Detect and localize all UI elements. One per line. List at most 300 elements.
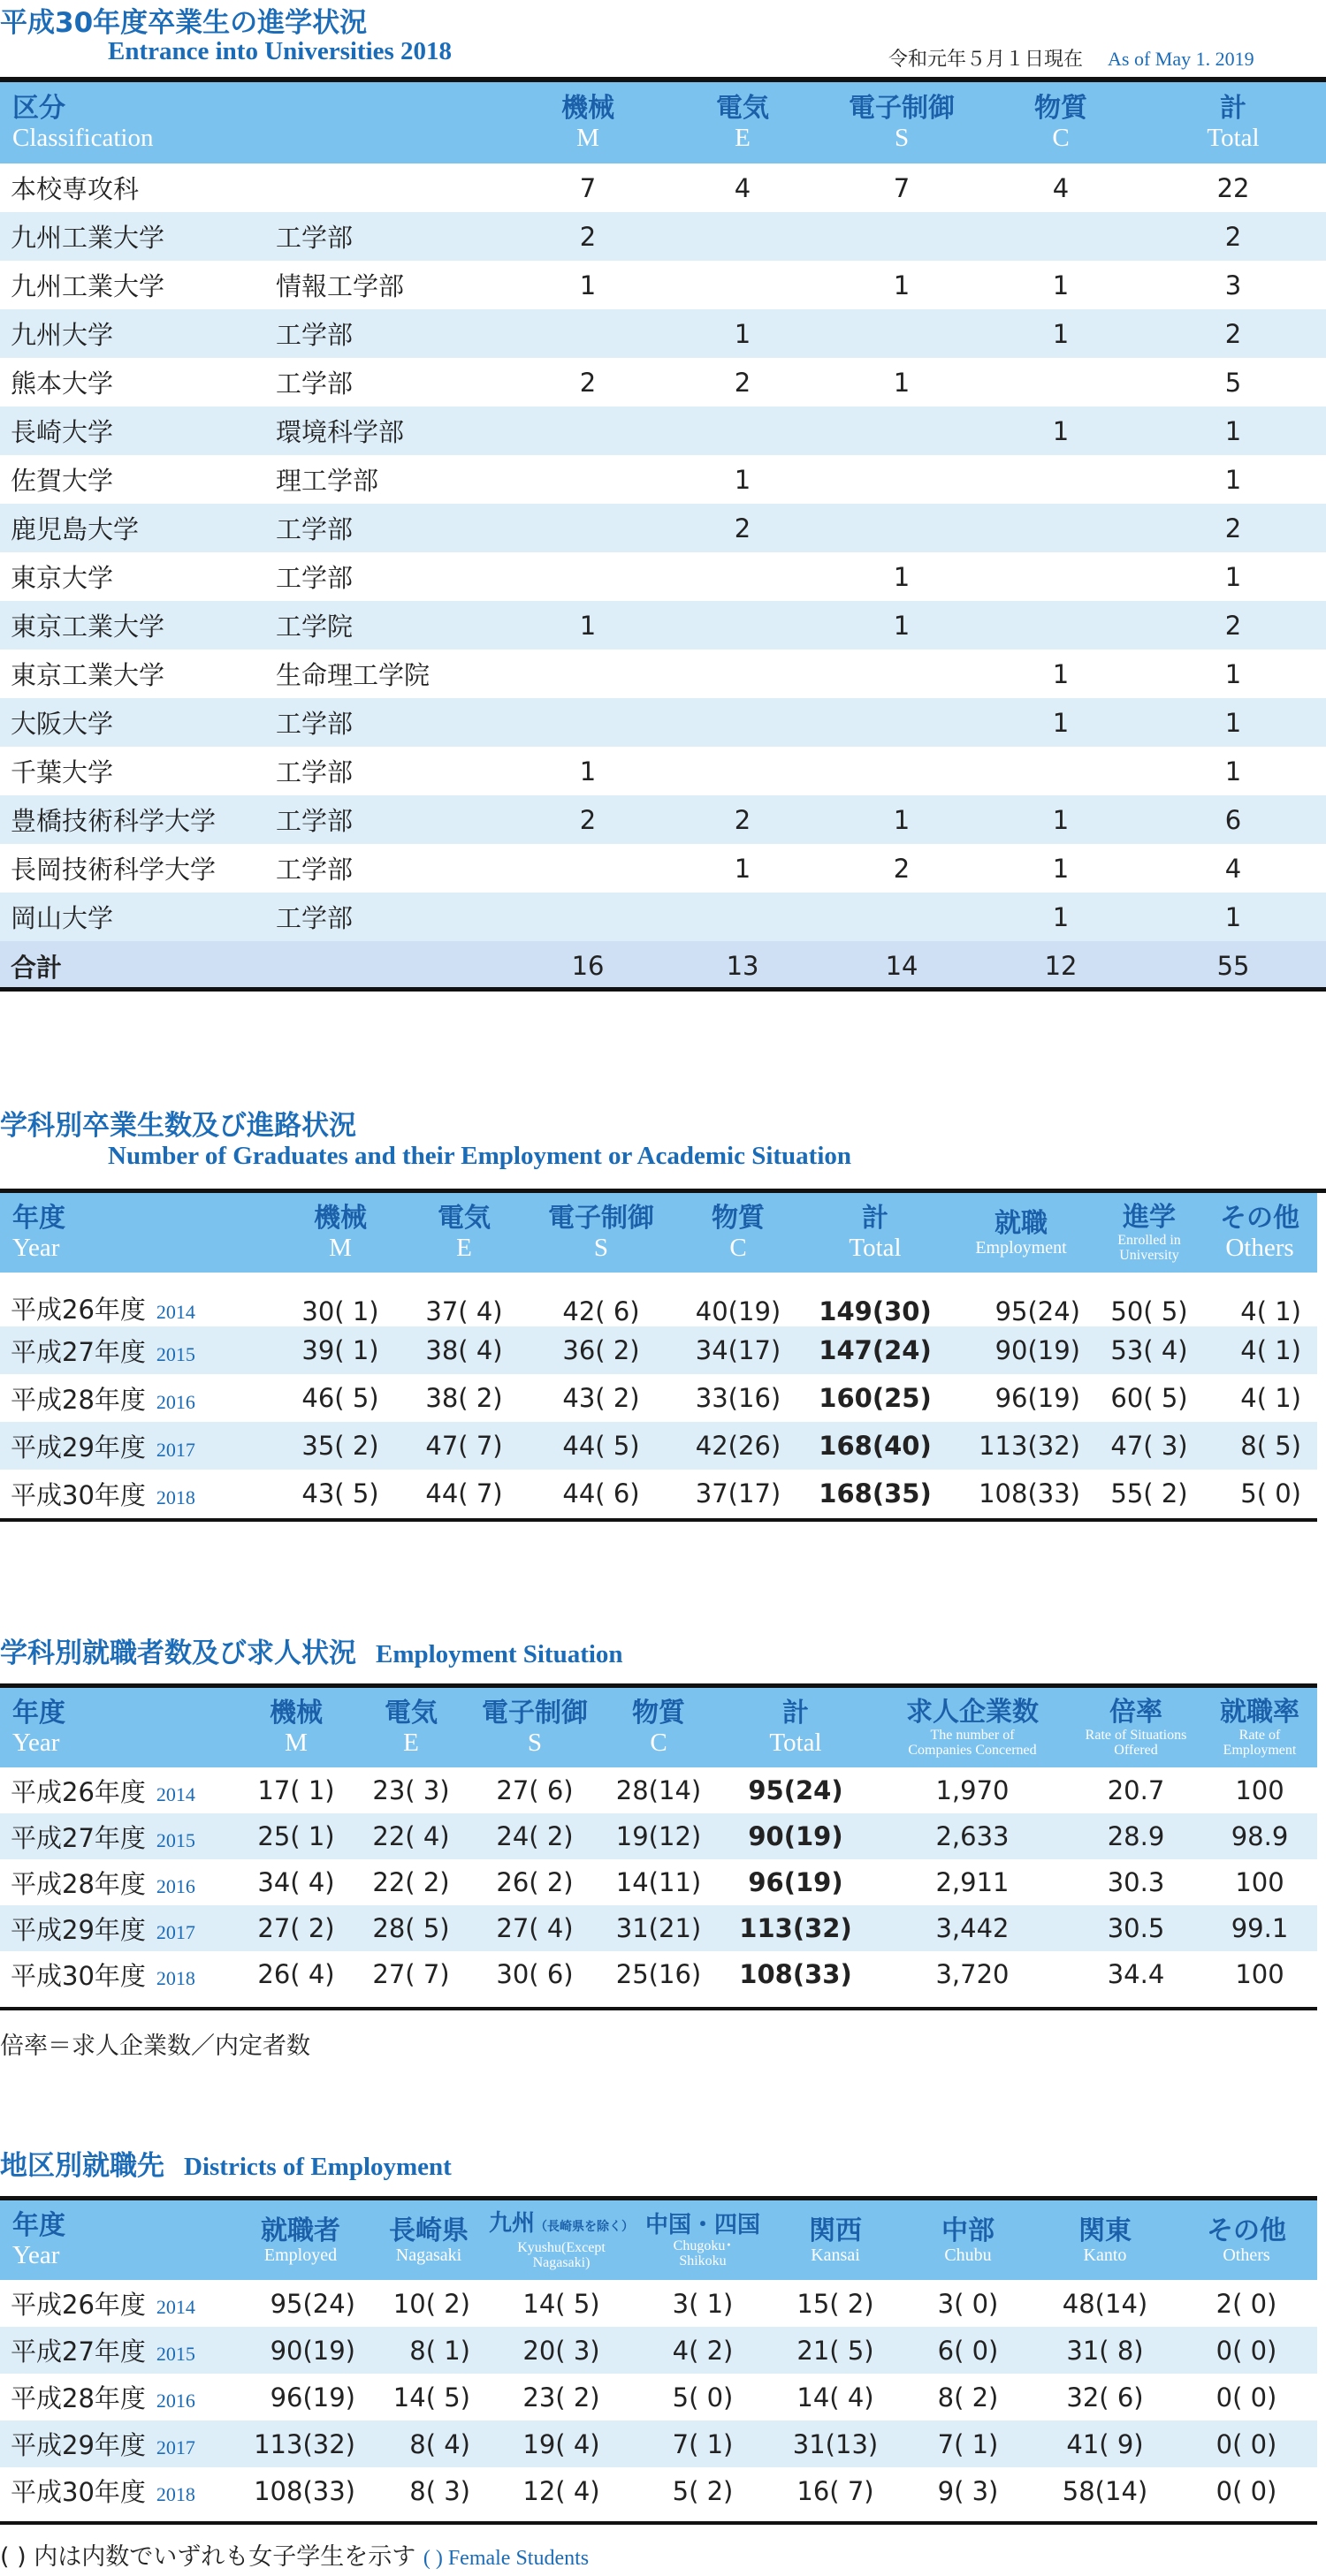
value-companies: 3,442 <box>935 1913 1010 1943</box>
value-e <box>663 407 822 455</box>
value-s <box>822 650 981 698</box>
value-employed: 95(24) <box>270 2288 355 2319</box>
year-cell <box>0 1470 283 1517</box>
value-e <box>663 893 822 941</box>
table-bottom-rule <box>0 2521 1317 2525</box>
table-header-row <box>0 1193 1317 1273</box>
value-c: 28(14) <box>615 1775 702 1805</box>
value-kansai: 16( 7) <box>796 2475 874 2506</box>
value-enrolled: 53( 4) <box>1110 1335 1188 1365</box>
university-name: 九州工業大学 <box>11 223 165 253</box>
year-cell <box>0 1273 283 1326</box>
value-s <box>822 407 981 455</box>
university-name: 長崎大学 <box>11 417 114 447</box>
value-e: 37( 4) <box>425 1296 503 1326</box>
value-employment: 95(24) <box>994 1296 1080 1326</box>
value-enrolled: 47( 3) <box>1110 1431 1188 1461</box>
value-total: 96(19) <box>748 1867 843 1897</box>
value-e: 27( 7) <box>372 1959 450 1989</box>
value-c <box>981 455 1140 504</box>
year-en: 2017 <box>156 1920 195 1943</box>
year-cell <box>0 1422 283 1470</box>
table-row <box>0 2420 1317 2467</box>
value-c: 1 <box>1052 901 1070 932</box>
value-m: 46( 5) <box>301 1383 379 1413</box>
total-label: 合計 <box>11 952 63 983</box>
value-t: 1 <box>1224 464 1242 495</box>
value-e <box>663 601 822 650</box>
year-en: 2014 <box>156 1782 195 1805</box>
university-name: 東京工業大学 <box>11 612 165 642</box>
value-s: 27( 4) <box>496 1913 574 1943</box>
header-rate-employment: 就職率 Rate of Employment <box>1220 1697 1299 1758</box>
value-e <box>663 552 822 601</box>
footnote-en: ( ) Female Students <box>423 2547 590 2570</box>
value-e: 38( 4) <box>425 1335 503 1365</box>
value-e <box>663 747 822 795</box>
value-rate-offered: 34.4 <box>1107 1959 1165 1989</box>
header-chugoku-shikoku: 中国・四国 Chugoku･ Shikoku <box>644 2212 760 2268</box>
value-kansai: 14( 4) <box>796 2382 874 2413</box>
value-e: 2 <box>734 367 751 398</box>
value-m <box>513 455 663 504</box>
year-en: 2018 <box>156 1966 195 1989</box>
value-employment: 90(19) <box>994 1335 1080 1365</box>
rate-note: 倍率＝求人企業数／内定者数 <box>0 2033 310 2060</box>
value-e <box>663 212 822 261</box>
header-e: 電気 E <box>385 1698 438 1757</box>
year-cell <box>0 1326 283 1374</box>
year-cell <box>0 2420 230 2467</box>
table-row <box>0 1326 1317 1374</box>
year-en: 2015 <box>156 1828 195 1851</box>
table-row <box>0 261 1326 309</box>
table-bottom-rule <box>0 987 1326 992</box>
value-s: 42( 6) <box>562 1296 640 1326</box>
value-kyushu: 20( 3) <box>522 2335 600 2366</box>
districts-table <box>0 2200 1317 2514</box>
value-total: 149(30) <box>819 1296 932 1326</box>
value-s: 30( 6) <box>496 1959 574 1989</box>
value-e: 2 <box>734 804 751 835</box>
footnote-jp: ( ) 内は内数でいずれも女子学生を示す <box>0 2543 416 2571</box>
value-t: 1 <box>1224 658 1242 689</box>
value-total: 160(25) <box>819 1383 932 1413</box>
value-others: 0( 0) <box>1216 2335 1277 2366</box>
table-row <box>0 1859 1317 1905</box>
value-rate-employment: 99.1 <box>1231 1913 1289 1943</box>
value-rate-offered: 30.5 <box>1107 1913 1165 1943</box>
value-m <box>513 893 663 941</box>
value-rate-employment: 100 <box>1235 1959 1284 1989</box>
value-others: 2( 0) <box>1216 2288 1277 2319</box>
value-e: 1 <box>734 853 751 884</box>
value-chugoku-shikoku: 4( 2) <box>672 2335 734 2366</box>
year-jp: 平成30年度 <box>11 1479 146 1510</box>
value-c: 37(17) <box>695 1478 781 1508</box>
header-classification: 区分 Classification <box>12 93 154 152</box>
header-m: 機械 M <box>314 1203 367 1262</box>
value-e: 23( 3) <box>372 1775 450 1805</box>
value-rate-employment: 100 <box>1235 1867 1284 1897</box>
year-jp: 平成30年度 <box>11 2477 146 2507</box>
university-name: 千葉大学 <box>11 757 114 787</box>
value-total: 147(24) <box>819 1335 932 1365</box>
faculty-name: 工学部 <box>276 855 354 885</box>
value-kanto: 41( 9) <box>1066 2428 1144 2459</box>
value-s <box>822 893 981 941</box>
value-employed: 108(33) <box>254 2475 355 2506</box>
value-others: 0( 0) <box>1216 2382 1277 2413</box>
header-col: 物質 C <box>1034 93 1088 152</box>
value-t: 1 <box>1224 561 1242 592</box>
value-c <box>981 552 1140 601</box>
value-c: 1 <box>1052 804 1070 835</box>
value-rate-offered: 30.3 <box>1107 1867 1165 1897</box>
year-cell <box>0 1374 283 1422</box>
year-en: 2016 <box>156 1390 195 1413</box>
value-nagasaki: 8( 3) <box>409 2475 470 2506</box>
value-s <box>822 747 981 795</box>
value-companies: 1,970 <box>935 1775 1010 1805</box>
value-total: 90(19) <box>748 1821 843 1851</box>
header-year: 年度 Year <box>12 1698 65 1757</box>
value-c: 4 <box>1052 172 1070 203</box>
value-m: 1 <box>579 610 597 641</box>
faculty-name: 工学部 <box>276 709 354 739</box>
value-kyushu: 19( 4) <box>522 2428 600 2459</box>
value-m: 2 <box>579 221 597 252</box>
value-companies: 3,720 <box>935 1959 1010 1989</box>
value-chugoku-shikoku: 5( 2) <box>672 2475 734 2506</box>
table-row <box>0 1374 1317 1422</box>
table-header-row <box>0 82 1326 163</box>
table-row <box>0 455 1326 504</box>
university-name: 東京大学 <box>11 563 114 593</box>
table-row <box>0 2374 1317 2420</box>
value-m <box>513 844 663 893</box>
header-col: 電気 E <box>716 93 770 152</box>
value-companies: 2,911 <box>935 1867 1010 1897</box>
table-row <box>0 893 1326 941</box>
value-rate-employment: 100 <box>1235 1775 1284 1805</box>
faculty-name: 工学部 <box>276 514 354 544</box>
footnote <box>0 2537 589 2572</box>
table-row <box>0 1422 1317 1470</box>
table-row <box>0 795 1326 844</box>
value-s <box>822 455 981 504</box>
value-m: 25( 1) <box>257 1821 335 1851</box>
year-cell <box>0 1813 239 1859</box>
table-row <box>0 601 1326 650</box>
table-row <box>0 1813 1317 1859</box>
header-chubu: 中部 Chubu <box>941 2215 994 2265</box>
value-m: 2 <box>579 804 597 835</box>
value-total: 95(24) <box>748 1775 843 1805</box>
value-c: 1 <box>1052 415 1070 446</box>
header-kansai: 関西 Kansai <box>809 2215 862 2265</box>
value-t: 2 <box>1224 221 1242 252</box>
value-total: 168(35) <box>819 1478 932 1508</box>
title-employment-situation <box>0 1630 623 1670</box>
header-year: 年度 Year <box>12 2210 65 2269</box>
value-t: 1 <box>1224 707 1242 738</box>
value-companies: 2,633 <box>935 1821 1010 1851</box>
value-e: 38( 2) <box>425 1383 503 1413</box>
header-col: 機械 M <box>561 93 615 152</box>
title-employment-jp: 学科別就職者数及び求人状況 <box>0 1638 356 1669</box>
value-c: 1 <box>1052 853 1070 884</box>
year-en: 2015 <box>156 1342 195 1365</box>
faculty-name: 工学部 <box>276 223 354 253</box>
table-row <box>0 1767 1317 1813</box>
faculty-name: 工学院 <box>276 612 354 642</box>
table-row <box>0 698 1326 747</box>
value-t: 1 <box>1224 415 1242 446</box>
header-rate-offered: 倍率 Rate of Situations Offered <box>1085 1697 1187 1758</box>
value-t: 1 <box>1224 756 1242 786</box>
value-s: 2 <box>893 853 911 884</box>
table-bottom-rule <box>0 2007 1317 2010</box>
total-c: 12 <box>1044 951 1078 981</box>
value-e <box>663 261 822 309</box>
value-total: 108(33) <box>739 1959 852 1989</box>
year-jp: 平成26年度 <box>11 1776 146 1807</box>
header-col: 計 Total <box>1207 93 1260 152</box>
header-year: 年度 Year <box>12 1203 65 1262</box>
year-jp: 平成28年度 <box>11 1868 146 1899</box>
header-companies: 求人企業数 The number of Companies Concerned <box>906 1697 1039 1758</box>
table-row <box>0 1951 1317 1997</box>
value-kyushu: 23( 2) <box>522 2382 600 2413</box>
value-c: 1 <box>1052 658 1070 689</box>
value-c <box>981 601 1140 650</box>
table-row <box>0 358 1326 407</box>
header-employment: 就職 Employment <box>975 1208 1067 1258</box>
value-m: 2 <box>579 367 597 398</box>
year-en: 2015 <box>156 2343 195 2365</box>
value-m: 27( 2) <box>257 1913 335 1943</box>
value-rate-employment: 98.9 <box>1231 1821 1289 1851</box>
as-of-date <box>888 44 1254 72</box>
faculty-name: 工学部 <box>276 320 354 350</box>
year-en: 2016 <box>156 2390 195 2412</box>
value-m <box>513 504 663 552</box>
value-m: 34( 4) <box>257 1867 335 1897</box>
value-e: 22( 4) <box>372 1821 450 1851</box>
value-t: 2 <box>1224 513 1242 543</box>
year-en: 2017 <box>156 2436 195 2458</box>
total-s: 14 <box>885 951 918 981</box>
graduates-table <box>0 1193 1317 1517</box>
header-m: 機械 M <box>270 1698 323 1757</box>
header-kanto: 関東 Kanto <box>1078 2215 1132 2265</box>
value-nagasaki: 8( 1) <box>409 2335 470 2366</box>
value-c: 1 <box>1052 707 1070 738</box>
value-nagasaki: 14( 5) <box>392 2382 470 2413</box>
value-e: 47( 7) <box>425 1431 503 1461</box>
value-m: 1 <box>579 756 597 786</box>
value-employed: 90(19) <box>270 2335 355 2366</box>
header-e: 電気 E <box>438 1203 491 1262</box>
value-c: 19(12) <box>615 1821 702 1851</box>
value-e: 28( 5) <box>372 1913 450 1943</box>
value-c <box>981 358 1140 407</box>
value-others: 4( 1) <box>1240 1335 1301 1365</box>
value-employed: 113(32) <box>254 2428 355 2459</box>
as-of-date-jp: 令和元年５月１日現在 <box>888 49 1084 71</box>
value-e: 4 <box>734 172 751 203</box>
header-c: 物質 C <box>632 1698 685 1757</box>
header-enrolled: 進学 Enrolled in University <box>1117 1202 1181 1263</box>
value-enrolled: 50( 5) <box>1110 1296 1188 1326</box>
total-row <box>0 941 1326 991</box>
value-employed: 96(19) <box>270 2382 355 2413</box>
value-m: 35( 2) <box>301 1431 379 1461</box>
year-en: 2018 <box>156 2483 195 2505</box>
year-cell <box>0 2467 230 2514</box>
value-m: 43( 5) <box>301 1478 379 1508</box>
value-rate-offered: 20.7 <box>1107 1775 1165 1805</box>
faculty-name: 理工学部 <box>276 466 379 496</box>
table-row <box>0 212 1326 261</box>
value-e: 44( 7) <box>425 1478 503 1508</box>
value-others: 8( 5) <box>1240 1431 1301 1461</box>
university-name: 豊橋技術科学大学 <box>11 806 217 836</box>
value-employment: 96(19) <box>994 1383 1080 1413</box>
value-s: 44( 5) <box>562 1431 640 1461</box>
as-of-date-en: As of May 1. 2019 <box>1108 48 1254 70</box>
value-s: 7 <box>893 172 911 203</box>
header-others: その他 Others <box>1207 2215 1286 2265</box>
year-jp: 平成29年度 <box>11 1914 146 1945</box>
value-enrolled: 60( 5) <box>1110 1383 1188 1413</box>
year-en: 2017 <box>156 1438 195 1461</box>
value-s: 36( 2) <box>562 1335 640 1365</box>
year-jp: 平成28年度 <box>11 2383 146 2413</box>
university-name: 鹿児島大学 <box>11 514 140 544</box>
university-name: 岡山大学 <box>11 903 114 933</box>
value-nagasaki: 10( 2) <box>392 2288 470 2319</box>
value-s: 27( 6) <box>496 1775 574 1805</box>
faculty-name: 工学部 <box>276 757 354 787</box>
header-total: 計 Total <box>849 1203 902 1262</box>
value-m <box>513 309 663 358</box>
value-others: 4( 1) <box>1240 1383 1301 1413</box>
value-others: 0( 0) <box>1216 2428 1277 2459</box>
value-e <box>663 650 822 698</box>
year-jp: 平成26年度 <box>11 2290 146 2320</box>
value-kanto: 32( 6) <box>1066 2382 1144 2413</box>
value-c: 1 <box>1052 270 1070 300</box>
value-chugoku-shikoku: 7( 1) <box>672 2428 734 2459</box>
table-header-row <box>0 1688 1317 1767</box>
title-districts <box>0 2143 452 2183</box>
value-m <box>513 552 663 601</box>
value-chubu: 8( 2) <box>937 2382 999 2413</box>
value-s: 1 <box>893 561 911 592</box>
value-m <box>513 698 663 747</box>
value-c: 25(16) <box>615 1959 702 1989</box>
year-cell <box>0 2280 230 2327</box>
table-row <box>0 2467 1317 2514</box>
year-en: 2014 <box>156 2296 195 2318</box>
university-name: 大阪大学 <box>11 709 114 739</box>
year-cell <box>0 1767 239 1813</box>
value-kansai: 21( 5) <box>796 2335 874 2366</box>
value-s <box>822 698 981 747</box>
year-jp: 平成27年度 <box>11 1336 146 1367</box>
year-jp: 平成28年度 <box>11 1384 146 1415</box>
year-jp: 平成27年度 <box>11 2337 146 2367</box>
faculty-name: 工学部 <box>276 563 354 593</box>
year-en: 2018 <box>156 1486 195 1508</box>
value-m <box>513 407 663 455</box>
header-employed: 就職者 Employed <box>261 2215 340 2265</box>
university-name: 九州工業大学 <box>11 271 165 301</box>
value-kanto: 31( 8) <box>1066 2335 1144 2366</box>
title-graduates-en: Number of Graduates and their Employment or Academic Situation <box>108 1142 852 1170</box>
table-row <box>0 309 1326 358</box>
value-total: 113(32) <box>739 1913 852 1943</box>
value-c: 31(21) <box>615 1913 702 1943</box>
year-cell <box>0 2374 230 2420</box>
year-cell <box>0 1905 239 1951</box>
value-c: 40(19) <box>695 1296 781 1326</box>
year-en: 2016 <box>156 1874 195 1897</box>
table-header-row <box>0 2200 1317 2280</box>
faculty-name: 工学部 <box>276 806 354 836</box>
table-row <box>0 650 1326 698</box>
value-s: 26( 2) <box>496 1867 574 1897</box>
value-t: 6 <box>1224 804 1242 835</box>
value-e: 1 <box>734 464 751 495</box>
value-s: 1 <box>893 610 911 641</box>
table-row <box>0 844 1326 893</box>
table-row <box>0 407 1326 455</box>
value-nagasaki: 8( 4) <box>409 2428 470 2459</box>
title-employment-en: Employment Situation <box>376 1640 623 1668</box>
value-m: 1 <box>579 270 597 300</box>
value-others: 0( 0) <box>1216 2475 1277 2506</box>
value-c: 42(26) <box>695 1431 781 1461</box>
table-row <box>0 504 1326 552</box>
value-s: 1 <box>893 804 911 835</box>
year-jp: 平成30年度 <box>11 1960 146 1991</box>
header-others: その他 Others <box>1220 1203 1299 1262</box>
value-chubu: 7( 1) <box>937 2428 999 2459</box>
value-m: 17( 1) <box>257 1775 335 1805</box>
value-kyushu: 14( 5) <box>522 2288 600 2319</box>
faculty-name: 工学部 <box>276 903 354 933</box>
employment-table <box>0 1688 1317 1997</box>
value-t: 2 <box>1224 318 1242 349</box>
faculty-name: 工学部 <box>276 369 354 399</box>
faculty-name: 環境科学部 <box>276 417 405 447</box>
title-graduates-jp: 学科別卒業生数及び進路状況 <box>0 1110 356 1142</box>
value-c <box>981 504 1140 552</box>
year-cell <box>0 1951 239 1997</box>
year-cell <box>0 2327 230 2374</box>
table-row <box>0 2327 1317 2374</box>
faculty-name: 生命理工学院 <box>276 660 431 690</box>
value-m: 39( 1) <box>301 1335 379 1365</box>
value-kyushu: 12( 4) <box>522 2475 600 2506</box>
value-rate-offered: 28.9 <box>1107 1821 1165 1851</box>
faculty-name <box>265 163 513 212</box>
value-c: 14(11) <box>615 1867 702 1897</box>
header-s: 電子制御 S <box>548 1203 654 1262</box>
